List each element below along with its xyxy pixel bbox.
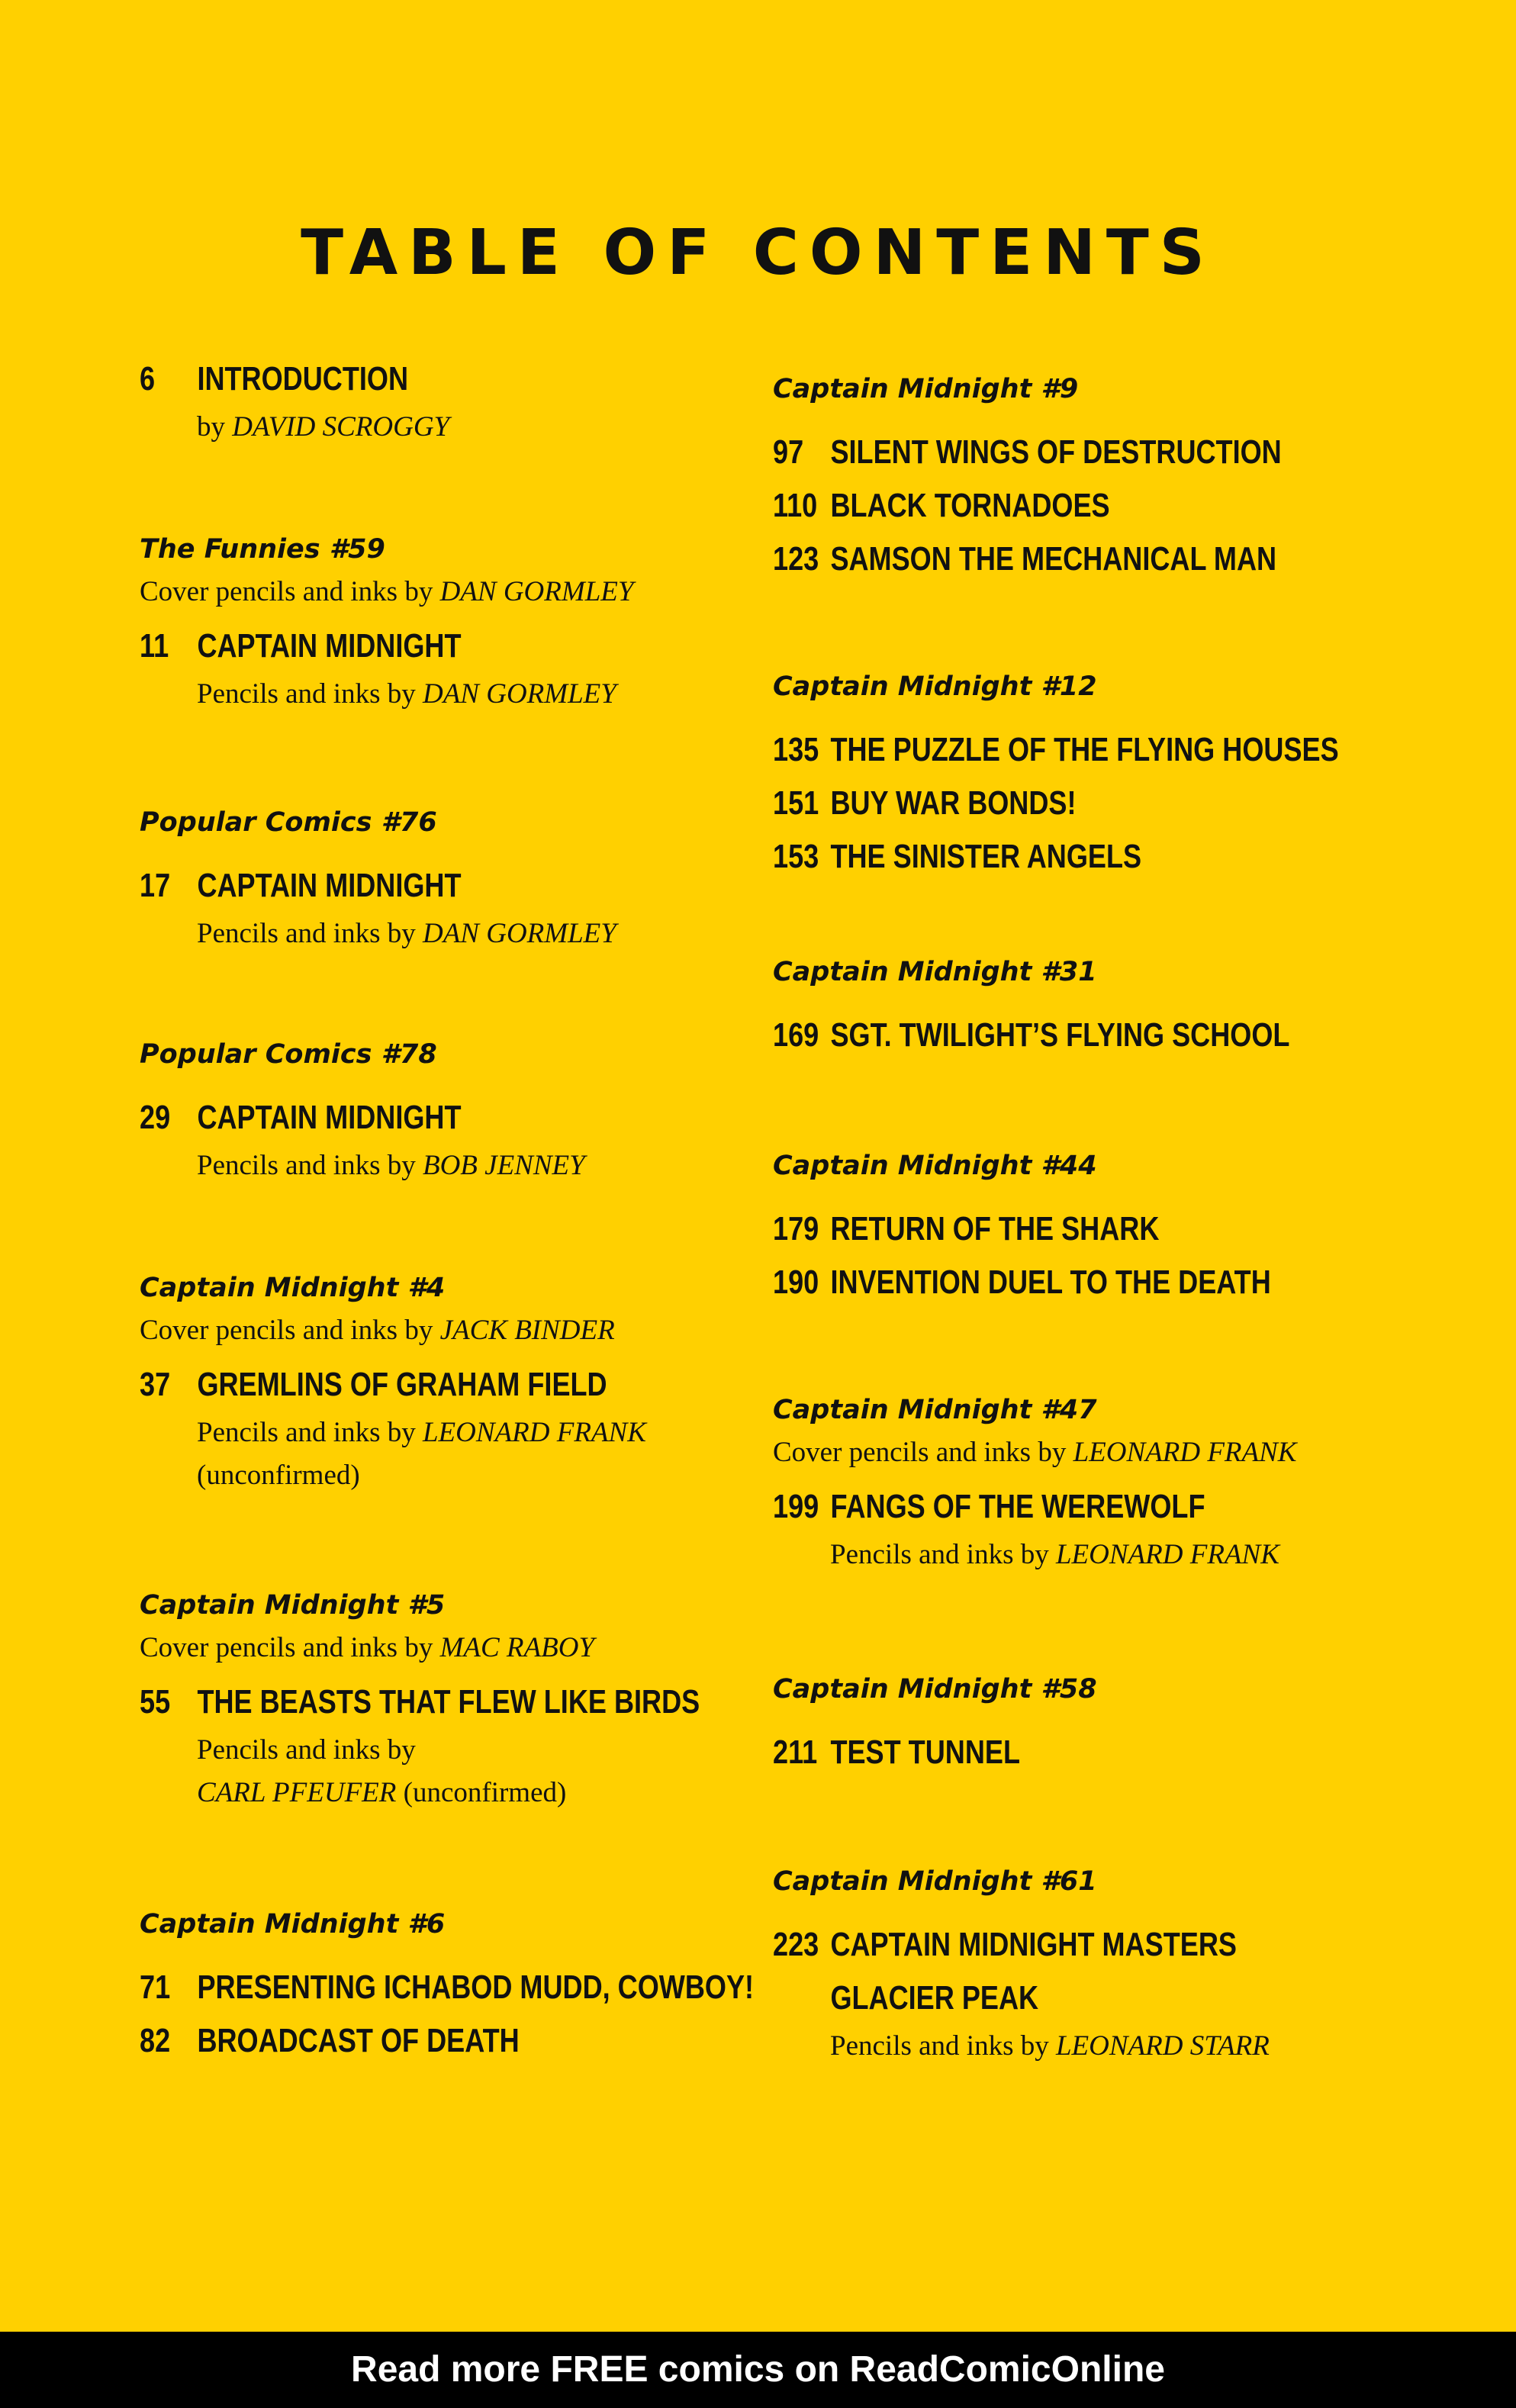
- cover-credit: Cover pencils and inks by MAC RABOY: [140, 1632, 595, 1663]
- page-number: 11: [140, 627, 169, 665]
- issue-heading: Captain Midnight #61: [773, 1866, 1097, 1897]
- story-line: [140, 620, 640, 673]
- story-line: [140, 353, 640, 406]
- page-number: 169: [773, 1016, 819, 1054]
- story-line: [773, 533, 1277, 586]
- page-number: 6: [140, 360, 156, 398]
- story-title: SILENT WINGS OF DESTRUCTION: [830, 433, 1282, 471]
- page-number: 190: [773, 1264, 819, 1301]
- story-title: CAPTAIN MIDNIGHT MASTERS: [830, 1926, 1237, 1963]
- story-credit: Pencils and inks by: [197, 1734, 416, 1766]
- story-line: [773, 1202, 1273, 1256]
- cover-credit: Cover pencils and inks by JACK BINDER: [140, 1315, 615, 1346]
- story-line: [773, 1256, 1273, 1309]
- story-title: CAPTAIN MIDNIGHT: [197, 627, 462, 665]
- story-credit-artist: CARL PFEUFER (unconfirmed): [197, 1777, 567, 1808]
- cover-credit: Cover pencils and inks by LEONARD FRANK: [773, 1437, 1297, 1468]
- story-title-continued: GLACIER PEAK: [830, 1979, 1039, 2017]
- story-credit: Pencils and inks by DAN GORMLEY: [197, 678, 616, 710]
- story-line: [140, 1961, 755, 2014]
- toc-issue-funnies-59: [140, 528, 750, 716]
- issue-heading: Captain Midnight #4: [140, 1273, 446, 1303]
- toc-issue-captain-midnight-47: [773, 1389, 1383, 1576]
- story-title: THE PUZZLE OF THE FLYING HOUSES: [830, 731, 1339, 768]
- toc-issue-captain-midnight-31: [773, 951, 1383, 1062]
- toc-issue-captain-midnight-58: [773, 1668, 1383, 1779]
- story-title: INVENTION DUEL TO THE DEATH: [830, 1264, 1271, 1301]
- toc-issue-popular-76: [140, 801, 750, 955]
- story-title: CAPTAIN MIDNIGHT: [197, 867, 462, 904]
- page-number: 71: [140, 1969, 171, 2006]
- page-number: 153: [773, 838, 819, 875]
- author-credit: by DAVID SCROGGY: [197, 411, 450, 443]
- toc-issue-captain-midnight-9: [773, 368, 1383, 586]
- story-credit: Pencils and inks by LEONARD FRANK: [830, 1539, 1279, 1570]
- toc-issue-captain-midnight-44: [773, 1144, 1383, 1309]
- story-title: INTRODUCTION: [197, 360, 409, 398]
- story-title: TEST TUNNEL: [830, 1734, 1020, 1771]
- story-title: CAPTAIN MIDNIGHT: [197, 1099, 462, 1136]
- footer-banner[interactable]: Read more FREE comics on ReadComicOnline: [0, 2332, 1516, 2408]
- story-credit: Pencils and inks by LEONARD STARR: [830, 2030, 1270, 2062]
- page-number: 211: [773, 1734, 818, 1771]
- story-title: RETURN OF THE SHARK: [830, 1210, 1160, 1247]
- page-number: 151: [773, 784, 819, 822]
- page-title: TABLE OF CONTENTS: [301, 217, 1215, 289]
- story-line: [773, 426, 1282, 479]
- page-number: 97: [773, 433, 804, 471]
- page-number: 110: [773, 487, 818, 524]
- story-line: [773, 1918, 1273, 1972]
- page-number: 123: [773, 540, 819, 578]
- story-credit: Pencils and inks by DAN GORMLEY: [197, 918, 616, 949]
- issue-heading: The Funnies #59: [140, 534, 385, 565]
- page-number: 223: [773, 1926, 819, 1963]
- story-credit: Pencils and inks by LEONARD FRANK: [197, 1417, 646, 1448]
- issue-heading: Captain Midnight #31: [773, 957, 1097, 987]
- story-line: [140, 1676, 700, 1729]
- toc-issue-popular-78: [140, 1033, 750, 1187]
- story-credit-note: (unconfirmed): [197, 1460, 360, 1491]
- toc-issue-captain-midnight-12: [773, 665, 1383, 884]
- page-number: 179: [773, 1210, 819, 1247]
- cover-credit: Cover pencils and inks by DAN GORMLEY: [140, 576, 634, 607]
- page-number: 17: [140, 867, 171, 904]
- page-number: 55: [140, 1683, 171, 1721]
- story-title: BROADCAST OF DEATH: [197, 2022, 520, 2059]
- story-line: [773, 1480, 1273, 1534]
- issue-heading: Captain Midnight #6: [140, 1909, 446, 1940]
- story-line: [773, 1726, 1273, 1779]
- toc-entry-introduction: [140, 353, 750, 449]
- story-title: THE BEASTS THAT FLEW LIKE BIRDS: [197, 1683, 700, 1721]
- story-title: BUY WAR BONDS!: [830, 784, 1077, 822]
- toc-issue-captain-midnight-61: [773, 1860, 1383, 2068]
- issue-heading: Captain Midnight #47: [773, 1395, 1097, 1425]
- story-line: [773, 723, 1339, 777]
- page-number: 29: [140, 1099, 171, 1136]
- issue-heading: Popular Comics #78: [140, 1039, 437, 1070]
- page-number: 37: [140, 1366, 171, 1403]
- story-title: FANGS OF THE WEREWOLF: [830, 1488, 1205, 1525]
- page-number: 199: [773, 1488, 819, 1525]
- story-title: GREMLINS OF GRAHAM FIELD: [197, 1366, 607, 1403]
- story-credit: Pencils and inks by BOB JENNEY: [197, 1150, 585, 1181]
- issue-heading: Captain Midnight #5: [140, 1590, 446, 1621]
- story-line: [773, 479, 1273, 533]
- toc-issue-captain-midnight-6: [140, 1903, 755, 2068]
- story-line: [140, 2014, 640, 2068]
- story-title: THE SINISTER ANGELS: [830, 838, 1142, 875]
- page-number: 135: [773, 731, 819, 768]
- toc-issue-captain-midnight-4: [140, 1267, 750, 1497]
- issue-heading: Captain Midnight #58: [773, 1674, 1097, 1705]
- page-number: 82: [140, 2022, 171, 2059]
- issue-heading: Captain Midnight #12: [773, 671, 1097, 702]
- story-title: SGT. TWILIGHT’S FLYING SCHOOL: [830, 1016, 1290, 1054]
- story-line: [140, 859, 640, 913]
- story-line: [773, 777, 1273, 830]
- issue-heading: Captain Midnight #44: [773, 1151, 1097, 1181]
- story-title: PRESENTING ICHABOD MUDD, COWBOY!: [197, 1969, 755, 2006]
- story-line: [773, 830, 1273, 884]
- story-title: BLACK TORNADOES: [830, 487, 1110, 524]
- story-title: SAMSON THE MECHANICAL MAN: [830, 540, 1277, 578]
- story-line: [140, 1091, 640, 1144]
- issue-heading: Captain Midnight #9: [773, 374, 1079, 404]
- story-line: [140, 1358, 640, 1412]
- story-line: [773, 1009, 1290, 1062]
- issue-heading: Popular Comics #76: [140, 807, 437, 838]
- toc-issue-captain-midnight-5: [140, 1584, 750, 1814]
